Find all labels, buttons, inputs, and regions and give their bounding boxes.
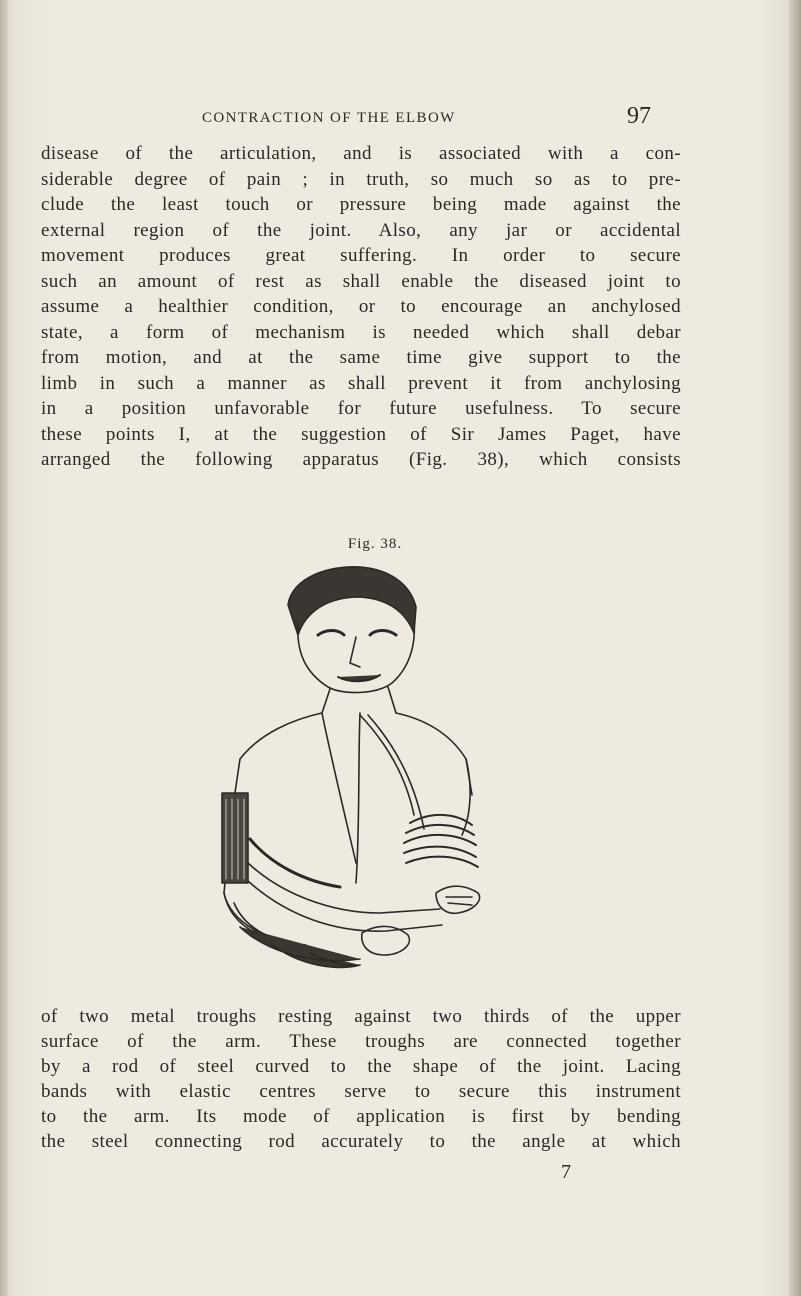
text-line: siderable degree of pain ; in truth, so much so as to pre-	[41, 168, 681, 190]
sling-strap	[360, 715, 424, 829]
right-shoulder	[396, 713, 472, 795]
right-hand	[436, 886, 480, 913]
right-eye	[370, 631, 396, 636]
text-line: such an amount of rest as shall enable the diseased joint to	[41, 270, 681, 292]
figure-illustration	[210, 563, 510, 973]
text-line: movement produces great suffering. In order to secure	[41, 245, 681, 266]
mouth	[338, 675, 380, 681]
text-line: of two metal troughs resting against two thirds of the upper	[41, 1006, 681, 1027]
forearm-left-lower	[248, 881, 442, 931]
text-line: surface of the arm. These troughs are connected together	[41, 1031, 681, 1052]
text-line: these points I, at the suggestion of Sir James Paget, have	[41, 423, 681, 445]
paragraph-2	[41, 1004, 681, 1154]
signature-mark: 7	[561, 1161, 571, 1183]
text-line: external region of the joint. Also, any jar or accidental	[41, 219, 681, 241]
running-title: CONTRACTION OF THE ELBOW	[202, 110, 456, 126]
text-line: to the arm. Its mode of application is first by bending	[41, 1106, 681, 1127]
text-line: bands with elastic centres serve to secure this instrument	[41, 1081, 681, 1102]
torso-center	[356, 713, 360, 883]
hair-shape	[288, 567, 416, 635]
text-line: assume a healthier condition, or to encourage an anchylosed	[41, 296, 681, 317]
text-line: in a position unfavorable for future usefulness. To secure	[41, 398, 681, 419]
sling-left-strap	[322, 713, 356, 863]
forearm-left	[248, 863, 440, 913]
text-line: limb in such a manner as shall prevent it from anchylosing	[41, 372, 681, 394]
drapery-bottom	[240, 927, 360, 967]
steel-rod	[250, 839, 340, 887]
text-line: the steel connecting rod accurately to the angle at which	[41, 1131, 681, 1152]
neck	[322, 687, 396, 713]
page-number: 97	[627, 103, 651, 129]
running-header	[198, 103, 653, 127]
left-eye	[318, 631, 344, 636]
page-right-edge	[789, 0, 801, 1296]
paragraph-1	[41, 141, 681, 473]
nose	[350, 637, 360, 667]
text-line: disease of the articulation, and is associated with a con-	[41, 143, 681, 164]
page-left-edge	[0, 0, 8, 1296]
bandage-wraps	[404, 815, 478, 867]
text-line: by a rod of steel curved to the shape of the joint. Lacing	[41, 1056, 681, 1077]
text-line: clude the least touch or pressure being made against the	[41, 194, 681, 215]
text-line: from motion, and at the same time give support to the	[41, 347, 681, 368]
text-line: state, a form of mechanism is needed which shall debar	[41, 321, 681, 343]
text-line: arranged the following apparatus (Fig. 38), which consists	[41, 449, 681, 470]
figure-caption: Fig. 38.	[347, 536, 403, 552]
